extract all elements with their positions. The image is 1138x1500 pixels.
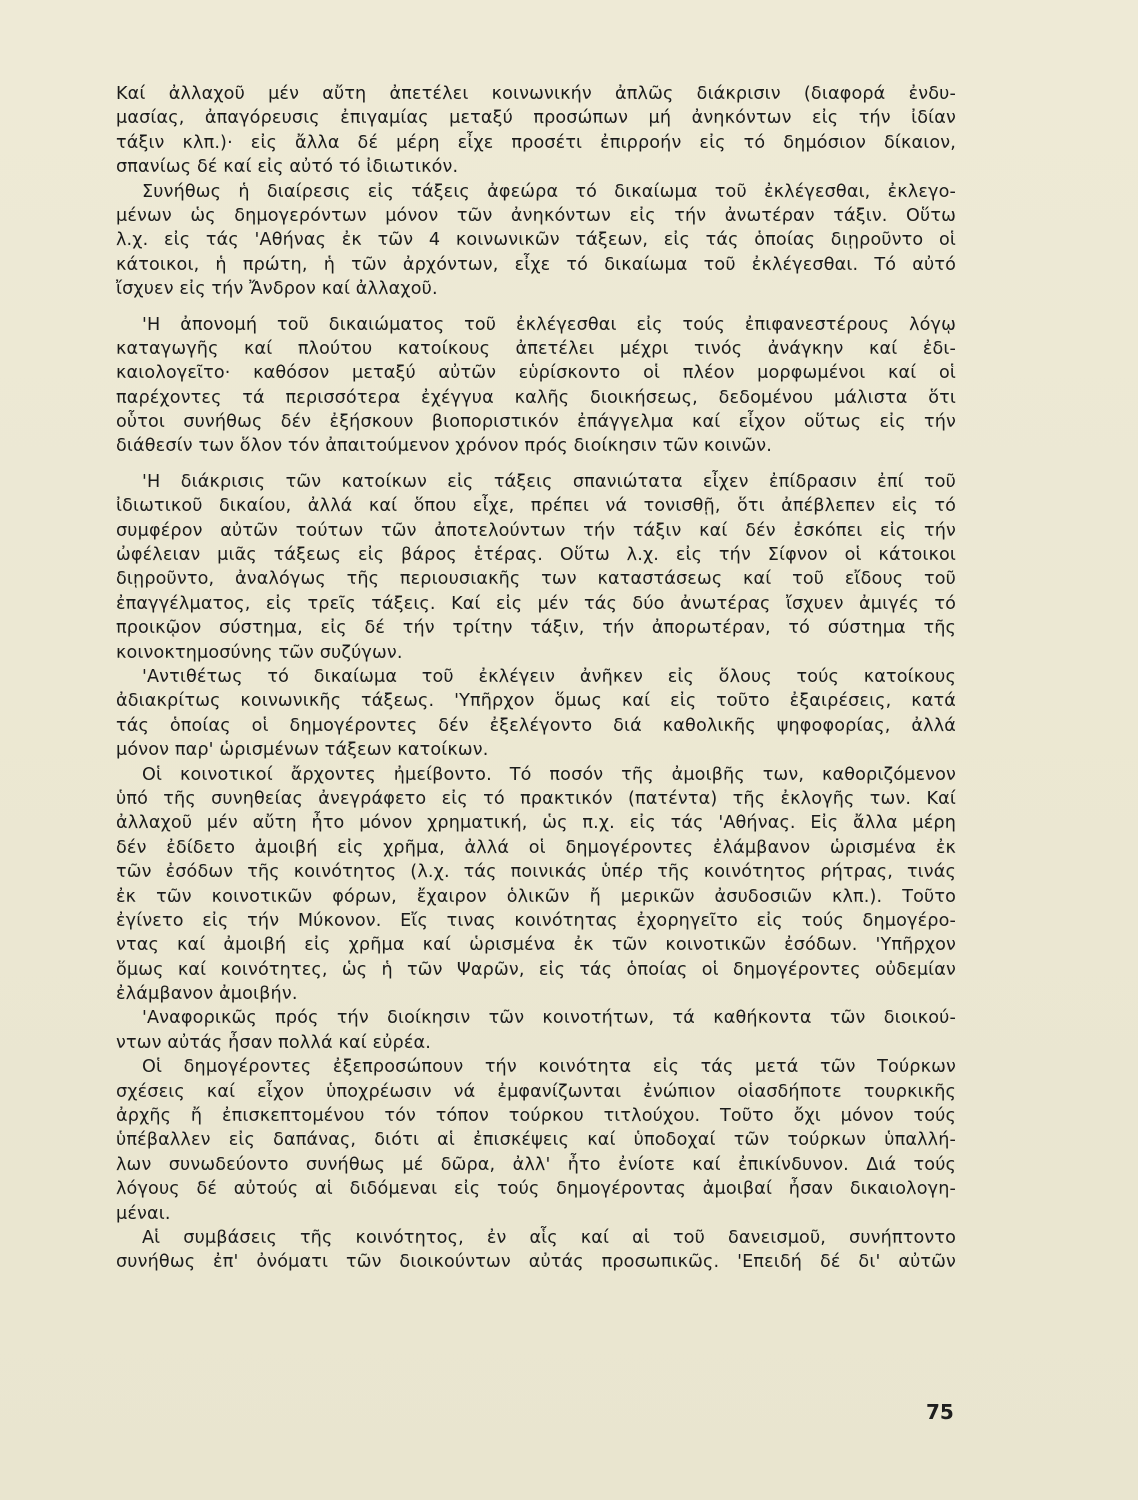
text-line: τάξιν κλπ.)· εἰς ἄλλα δέ μέρη εἶχε προσέτι ἐπιρροήν εἰς τό δημόσιον δίκαιον, — [116, 132, 956, 153]
text-line: ἀρχῆς ἤ ἐπισκεπτομένου τόν τόπον τούρκου τιτλούχου. Τοῦτο ὄχι μόνον τούς — [116, 1106, 956, 1127]
text-line: 'Αντιθέτως τό δικαίωμα τοῦ ἐκλέγειν ἀνῆκεν εἰς ὅλους τούς κατοίκους — [142, 666, 956, 687]
text-line: 'Η ἀπονομή τοῦ δικαιώματος τοῦ ἐκλέγεσθαι εἰς τούς ἐπιφανεστέρους λόγῳ — [142, 314, 956, 335]
text-line: Συνήθως ἡ διαίρεσις εἰς τάξεις ἀφεώρα τό δικαίωμα τοῦ ἐκλέγεσθαι, ἐκλεγο- — [142, 181, 956, 202]
text-line: παρέχοντες τά περισσότερα ἐχέγγυα καλῆς διοικήσεως, δεδομένου μάλιστα ὅτι — [116, 387, 956, 408]
text-line: ντας καί ἀμοιβή εἰς χρῆμα καί ὡρισμένα ἐκ τῶν κοινοτικῶν ἐσόδων. 'Υπῆρχον — [116, 935, 956, 956]
text-line: προικῷον σύστημα, εἰς δέ τήν τρίτην τάξιν, τήν ἀπορωτέραν, τό σύστημα τῆς — [116, 618, 956, 639]
text-line: μέναι. — [116, 1203, 171, 1224]
text-line: Οἱ κοινοτικοί ἄρχοντες ἠμείβοντο. Τό ποσόν τῆς ἀμοιβῆς των, καθοριζόμενον — [142, 764, 956, 785]
text-line: ἐλάμβανον ἀμοιβήν. — [116, 984, 298, 1005]
text-line: ὠφέλειαν μιᾶς τάξεως εἰς βάρος ἑτέρας. Οὕτω λ.χ. εἰς τήν Σίφνον οἱ κάτοικοι — [116, 545, 956, 566]
text-line: ἐγίνετο εἰς τήν Μύκονον. Εἴς τινας κοινότητας ἐχορηγεῖτο εἰς τούς δημογέρο- — [116, 910, 956, 931]
page-number: 75 — [926, 1400, 954, 1424]
text-line: Καί ἀλλαχοῦ μέν αὔτη ἀπετέλει κοινωνικήν ἀπλῶς διάκρισιν (διαφορά ἐνδυ- — [116, 84, 956, 104]
text-line: διάθεσίν των ὅλον τόν ἀπαιτούμενον χρόνον πρός διοίκησιν τῶν κοινῶν. — [116, 436, 773, 457]
text-line: δέν ἐδίδετο ἀμοιβή εἰς χρῆμα, ἀλλά οἱ δημογέροντες ἐλάμβανον ὡρισμένα ἐκ — [116, 837, 956, 858]
text-line: ἴσχυεν εἰς τήν Ἄνδρον καί ἀλλαχοῦ. — [116, 279, 438, 300]
text-line: μόνον παρ' ὡρισμένων τάξεων κατοίκων. — [116, 740, 489, 761]
text-line: συμφέρον αὐτῶν τούτων τῶν ἀποτελούντων τήν τάξιν καί δέν ἐσκόπει εἰς τήν — [116, 520, 956, 541]
text-line: σπανίως δέ καί εἰς αὐτό τό ἰδιωτικόν. — [116, 157, 459, 178]
text-line: Οἱ δημογέροντες ἐξεπροσώπουν τήν κοινότητα εἰς τάς μετά τῶν Τούρκων — [142, 1057, 956, 1078]
text-line: ὑπό τῆς συνηθείας ἀνεγράφετο εἰς τό πρακτικόν (πατέντα) τῆς ἐκλογῆς των. Καί — [116, 788, 956, 809]
text-line: ντων αὐτάς ἦσαν πολλά καί εὐρέα. — [116, 1032, 432, 1053]
text-line: τῶν ἐσόδων τῆς κοινότητος (λ.χ. τάς ποινικάς ὑπέρ τῆς κοινότητος ρήτρας, τινάς — [116, 862, 956, 883]
text-line: λόγους δέ αὐτούς αἱ διδόμεναι εἰς τούς δημογέροντας ἀμοιβαί ἦσαν δικαιολογη- — [116, 1179, 956, 1200]
text-line: ὑπέβαλλεν εἰς δαπάνας, διότι αἱ ἐπισκέψεις καί ὑποδοχαί τῶν τούρκων ὑπαλλή- — [116, 1130, 956, 1151]
text-line: ἀδιακρίτως κοινωνικῆς τάξεως. 'Υπῆρχον ὅμως καί εἰς τοῦτο ἐξαιρέσεις, κατά — [116, 691, 956, 712]
page-body — [116, 82, 956, 1275]
text-line: Αἱ συμβάσεις τῆς κοινότητος, ἐν αἷς καί αἱ τοῦ δανεισμοῦ, συνήπτοντο — [142, 1227, 956, 1248]
text-line: διῃροῦντο, ἀναλόγως τῆς περιουσιακῆς των καταστάσεως καί τοῦ εἴδους τοῦ — [116, 569, 956, 590]
text-line: ἐπαγγέλματος, εἰς τρεῖς τάξεις. Καί εἰς μέν τάς δύο ἀνωτέρας ἴσχυεν ἀμιγές τό — [116, 593, 956, 614]
text-line: ὅμως καί κοινότητες, ὡς ἡ τῶν Ψαρῶν, εἰς τάς ὁποίας οἱ δημογέροντες οὐδεμίαν — [116, 959, 956, 980]
text-line: ἐκ τῶν κοινοτικῶν φόρων, ἔχαιρον ὁλικῶν ἤ μερικῶν ἀσυδοσιῶν κλπ.). Τοῦτο — [116, 886, 956, 907]
text-line: κοινοκτημοσύνης τῶν συζύγων. — [116, 642, 403, 663]
text-line: καιολογεῖτο· καθόσον μεταξύ αὐτῶν εὑρίσκοντο οἱ πλέον μορφωμένοι καί οἱ — [116, 363, 956, 384]
text-line: ἀλλαχοῦ μέν αὔτη ἦτο μόνον χρηματική, ὡς π.χ. εἰς τάς 'Αθήνας. Εἰς ἄλλα μέρη — [116, 813, 956, 834]
text-line: λ.χ. εἰς τάς 'Αθήνας ἐκ τῶν 4 κοινωνικῶν τάξεων, εἰς τάς ὁποίας διῃροῦντο οἱ — [116, 230, 956, 251]
text-line: συνήθως ἐπ' ὀνόματι τῶν διοικούντων αὐτάς προσωπικῶς. 'Επειδή δέ δι' αὐτῶν — [116, 1252, 956, 1273]
text-line: ἰδιωτικοῦ δικαίου, ἀλλά καί ὅπου εἶχε, πρέπει νά τονισθῇ, ὅτι ἀπέβλεπεν εἰς τό — [116, 496, 956, 517]
text-line: κάτοικοι, ἡ πρώτη, ἡ τῶν ἀρχόντων, εἶχε τό δικαίωμα τοῦ ἐκλέγεσθαι. Τό αὐτό — [116, 254, 956, 275]
text-line: σχέσεις καί εἶχον ὑποχρέωσιν νά ἐμφανίζωνται ἐνώπιον οἱασδήποτε τουρκικῆς — [116, 1081, 956, 1102]
text-line: μασίας, ἀπαγόρευσις ἐπιγαμίας μεταξύ προσώπων μή ἀνηκόντων εἰς τήν ἰδίαν — [116, 108, 956, 129]
text-line: καταγωγῆς καί πλούτου κατοίκους ἀπετέλει μέχρι τινός ἀνάγκην καί ἐδι- — [116, 338, 956, 359]
text-line: οὗτοι συνήθως δέν ἐξήσκουν βιοποριστικόν ἐπάγγελμα καί εἶχον οὕτως εἰς τήν — [116, 412, 956, 433]
text-line: λων συνωδεύοντο συνήθως μέ δῶρα, ἀλλ' ἦτο ἐνίοτε καί ἐπικίνδυνον. Διά τούς — [116, 1154, 956, 1175]
text-line: 'Η διάκρισις τῶν κατοίκων εἰς τάξεις σπανιώτατα εἶχεν ἐπίδρασιν ἐπί τοῦ — [142, 471, 956, 492]
text-line: μένων ὡς δημογερόντων μόνον τῶν ἀνηκόντων εἰς τήν ἀνωτέραν τάξιν. Οὕτω — [116, 205, 956, 226]
text-line: 'Αναφορικῶς πρός τήν διοίκησιν τῶν κοινοτήτων, τά καθήκοντα τῶν διοικού- — [142, 1008, 956, 1029]
text-line: τάς ὁποίας οἱ δημογέροντες δέν ἐξελέγοντο διά καθολικῆς ψηφοφορίας, ἀλλά — [116, 715, 956, 736]
